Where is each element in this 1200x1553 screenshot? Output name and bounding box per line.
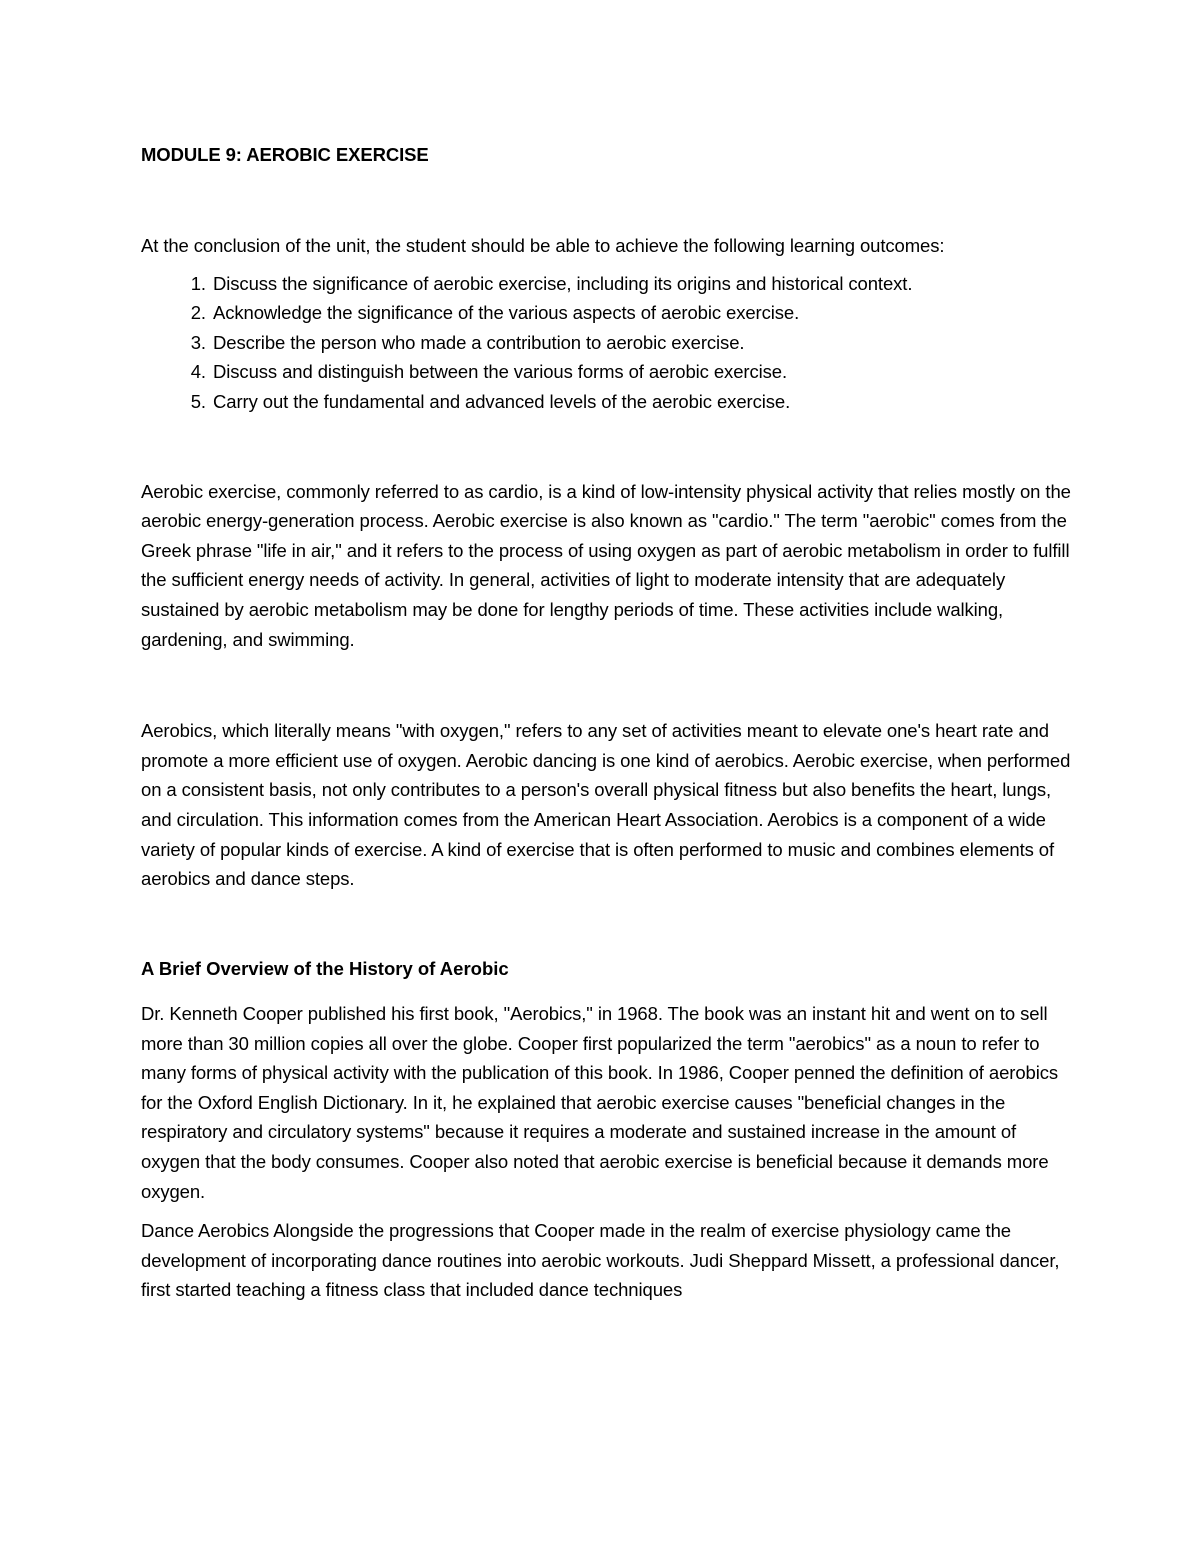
outcome-item: 5. Carry out the fundamental and advanced levels of the aerobic exercise. xyxy=(211,387,1071,417)
outcome-item: 2. Acknowledge the significance of the various aspects of aerobic exercise. xyxy=(211,298,1071,328)
outcome-item: 1. Discuss the significance of aerobic exercise, including its origins and historical context. xyxy=(211,269,1071,299)
paragraph-aerobic-definition: Aerobic exercise, commonly referred to as cardio, is a kind of low-intensity physical activity that relies mostly on the aerobic energy-generation process. Aerobic exercise is also known as "cardio." The term "aerobic" comes from the Greek phrase "life in air," and it refers to the process of using oxygen as part of aerobic metabolism in order to fulfill the sufficient energy needs of activity. In general, activities of light to moderate intensity that are adequately sustained by aerobic metabolism may be done for lengthy periods of time. These activities include walking, gardening, and swimming. xyxy=(141,480,1071,650)
paragraph-aerobics-meaning: Aerobics, which literally means "with oxygen," refers to any set of activities meant to elevate one's heart rate and promote a more efficient use of oxygen. Aerobic dancing is one kind of aerobics. Aerobic exercise, when performed on a consistent basis, not only contributes to a person's overall physical fitness but also benefits the heart, lungs, and circulation. This information comes from the American Heart Association. Aerobics is a component of a wide variety of popular kinds of exercise. A kind of exercise that is often performed to music and combines elements of aerobics and dance steps. xyxy=(141,720,1071,890)
paragraph-dance-aerobics: Dance Aerobics Alongside the progressions that Cooper made in the realm of exercise physiology came the development of incorporating dance routines into aerobic workouts. Judi Sheppard Missett, a professional dancer, first started teaching a fitness class that included dance techniques xyxy=(141,1220,1060,1301)
history-heading: A Brief Overview of the History of Aerobic xyxy=(141,957,509,979)
paragraph-cooper-history: Dr. Kenneth Cooper published his first book, "Aerobics," in 1968. The book was an instant hit and went on to sell more than 30 million copies all over the globe. Cooper first popularized the term "aerobics" as a noun to refer to many forms of physical activity with the publication of this book. In 1986, Cooper penned the definition of aerobics for the Oxford English Dictionary. In it, he explained that aerobic exercise causes "beneficial changes in the respiratory and circulatory systems" because it requires a moderate and sustained increase in the amount of oxygen that the body consumes. Cooper also noted that aerobic exercise is beneficial because it demands more oxygen. xyxy=(141,1003,1059,1202)
outcome-item: 4. Discuss and distinguish between the various forms of aerobic exercise. xyxy=(211,357,1071,387)
learning-outcomes-list xyxy=(141,269,1071,417)
outcome-item: 3. Describe the person who made a contribution to aerobic exercise. xyxy=(211,328,1071,358)
document-body xyxy=(141,140,1071,1305)
learning-outcomes-intro: At the conclusion of the unit, the student should be able to achieve the following learning outcomes: xyxy=(141,235,945,256)
module-title: MODULE 9: AEROBIC EXERCISE xyxy=(141,144,429,165)
